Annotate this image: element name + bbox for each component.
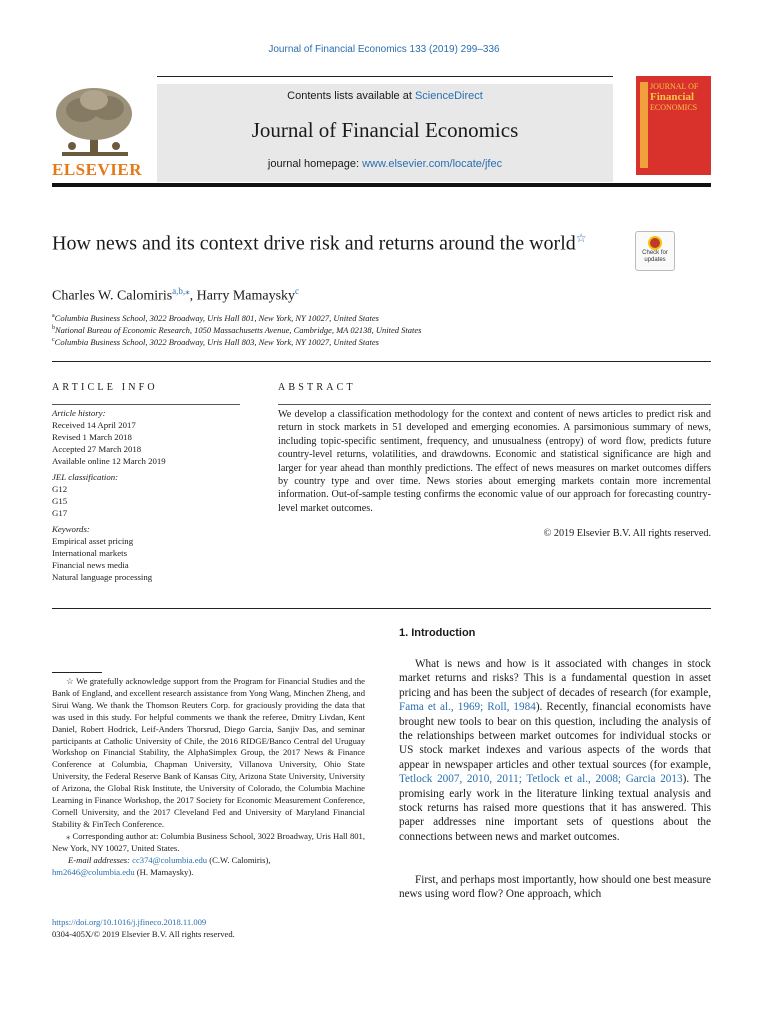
check-for-updates-badge[interactable]: Check for updates: [635, 231, 675, 271]
affiliation: $^a$Columbia Business School, 3022 Broadway, Uris Hall 801, New York, NY 10027, United States: [52, 313, 379, 323]
header-thick-rule: [52, 183, 711, 187]
elsevier-tree-logo: [52, 84, 138, 160]
journal-citation[interactable]: Journal of Financial Economics 133 (2019) 299–336: [268, 44, 500, 55]
journal-homepage: journal homepage: www.elsevier.com/locate/jfec: [267, 158, 503, 170]
body-paragraph: What is news and how is it associated with changes in stock market returns and risks? This is a fundamental question in asset pricing and has been the subject of decades of research (for example, Fama et al., 1969; Roll, 1984). Recently, financial economists have brought new tools to bear on this question, including the analysis of the relationships between market outcomes for individual stocks or US stock market indexes and various aspects of the words that appear in newspaper articles and other textual sources (for example, Tetlock 2007, 2010, 2011; Tetlock et al., 2008; Garcia 2013). The promising early work in the literature linking textual analysis and stock returns has raised more questions that it has answered. This paper addresses nine important sets of questions about the connections between news and market outcomes.: [399, 658, 711, 843]
affiliation: $^b$National Bureau of Economic Research, 1050 Massachusetts Avenue, Cambridge, MA 02138, United States: [52, 325, 422, 335]
article-info: Article history: Received 14 April 2017 Revised 1 March 2018 Accepted 27 March 2018 Available online 12 March 2019 JEL classification: G12 G15 G17 Keywords: Empirical asset pricing International markets Financial news media Natural language processing: [52, 408, 166, 582]
section-heading: 1. Introduction: [399, 627, 476, 639]
corresponding-author-footnote: ⁎ Corresponding author at: Columbia Business School, 3022 Broadway, Uris Hall 801, New York, NY 10027, United States.: [52, 830, 365, 853]
sciencedirect-link[interactable]: ScienceDirect: [414, 90, 483, 102]
section-rule: [52, 361, 711, 362]
email-link[interactable]: hm2646@columbia.edu: [52, 866, 135, 877]
abstract-rule: [278, 404, 711, 405]
citation-link[interactable]: Fama et al., 1969; Roll, 1984: [399, 701, 536, 714]
contents-availability: Contents lists available at ScienceDirect: [287, 90, 483, 102]
section-rule: [52, 608, 711, 609]
acknowledgment-footnote: ☆ We gratefully acknowledge support from the Program for Financial Studies and the Bank of England, and excellent research assistance from Yong Wang, Minchen Zheng, and Sirui Wang. We thank the Thomson Reuters Corp. for graciously providing the data that was used in this study. For helpful comments we thank the referee, Dmitry Livdan, Kent Daniel, Robert Hodrick, Leif-Anders Thorsrud, Diego Garcia, Sanjiv Das, and seminar participants at Catholic University of Chile, the 2016 RIDGE/Banco Central del Uruguay Workshop on Financial Stability, the AlphaSimplex Group, the 2017 News & Finance Conference at Columbia, Chapman University, Villanova University, Ohio State University, the Federal Reserve Bank of Kansas City, Arizona State University, University of Arizona, the Global Risk Institute, the University of Colorado, the Columbia Machine Learning in Finance Workshop, the 2017 Society for Economic Measurement Conference, Cornell University, and the 2017 Cleveland Fed and University of Maryland Financial Stability & FinTech Conference.: [52, 676, 365, 829]
journal-banner: [157, 84, 613, 182]
body-paragraph: First, and perhaps most importantly, how should one best measure news using word flow? One approach, which: [399, 874, 712, 901]
author-affiliation-mark[interactable]: c: [295, 286, 300, 296]
article-title: How news and its context drive risk and returns around the world☆: [52, 231, 587, 255]
abstract-text: We develop a classification methodology for the context and content of news articles to predict risk and return in stock markets in 51 developed and emerging economies. A parsimonious summary of news, including topic-specific sentiment, frequency, and unusualness (entropy) of word flow, predicts future country-level returns, volatilities, and drawdowns. Economic and statistical significance are high and larger for year ahead than monthly predictions. The effect of news measures on market outcomes differs by country type and over time. News stories about emerging markets contain more incremental information. Out-of-sample testing confirms the economic value of our approach for forecasting country-level market outcomes.: [278, 409, 711, 514]
email-link[interactable]: cc374@columbia.edu: [132, 854, 208, 865]
journal-title: Journal of Financial Economics: [251, 118, 519, 142]
author-name: Harry Mamaysky: [196, 288, 296, 304]
abstract-heading: ABSTRACT: [278, 382, 356, 393]
footnote-rule: [52, 672, 102, 673]
bookmark-icon: [648, 236, 662, 250]
header-rule: [157, 76, 613, 77]
email-addresses: E-mail addresses: cc374@columbia.edu (C.W. Calomiris),: [68, 854, 271, 865]
info-rule: [52, 404, 240, 405]
article-info-heading: ARTICLE INFO: [52, 382, 158, 393]
abstract-copyright: © 2019 Elsevier B.V. All rights reserved.: [543, 528, 711, 539]
citation-link[interactable]: Tetlock 2007, 2010, 2011; Tetlock et al., 2008; Garcia 2013: [399, 773, 683, 786]
affiliation: $^c$Columbia Business School, 3022 Broadway, Uris Hall 803, New York, NY 10027, United States: [52, 337, 379, 347]
footnotes: ☆ We gratefully acknowledge support from the Program for Financial Studies and the Bank of England, and excellent research assistance from Yong Wang, Minchen Zheng, and Sirui Wang. We thank the Thomson Reuters Corp. for graciously providing the data that was used in this study. For helpful comments we thank the referee, Dmitry Livdan, Kent Daniel, Robert Hodrick, Leif-Anders Thorsrud, Diego Garcia, Sanjiv Das, and seminar participants at Catholic University of Chile, the 2016 RIDGE/Banco Central del Uruguay Workshop on Financial Stability, the AlphaSimplex Group, the 2017 News & Finance Conference at Columbia, Chapman University, Villanova University, Ohio State University, the Federal Reserve Bank of Kansas City, Arizona State University, University of Arizona, the Global Risk Institute, the University of Colorado, the Columbia Machine Learning in Finance Workshop, the 2017 Society for Economic Measurement Conference, Cornell University, and the 2017 Cleveland Fed and University of Maryland Financial Stability & FinTech Conference. ⁎ Corresponding author at: Columbia Business School, 3022 Broadway, Uris Hall 801, New York, NY 10027, United States. E-mail addresses: cc374@columbia.edu (C.W. Calomiris), hm2646@columbia.edu (H. Mamaysky).: [52, 676, 365, 877]
author-list: Charles W. Calomiris$^{a,b,⁎}$, Harry Mamaysky$^c$: [52, 286, 300, 304]
homepage-link[interactable]: www.elsevier.com/locate/jfec: [362, 158, 503, 170]
issn-copyright: 0304-405X/© 2019 Elsevier B.V. All rights reserved.: [52, 929, 235, 939]
author-name: Charles W. Calomiris: [52, 288, 173, 304]
journal-cover-image: JOURNAL OF Financial ECONOMICS: [636, 76, 711, 175]
elsevier-wordmark: ELSEVIER: [52, 160, 142, 179]
author-affiliation-mark[interactable]: a,b,⁎: [172, 286, 190, 296]
doi-link[interactable]: https://doi.org/10.1016/j.jfineco.2018.11.009: [52, 917, 207, 927]
title-footnote-mark[interactable]: ☆: [575, 231, 587, 245]
doi-block: [52, 916, 235, 940]
